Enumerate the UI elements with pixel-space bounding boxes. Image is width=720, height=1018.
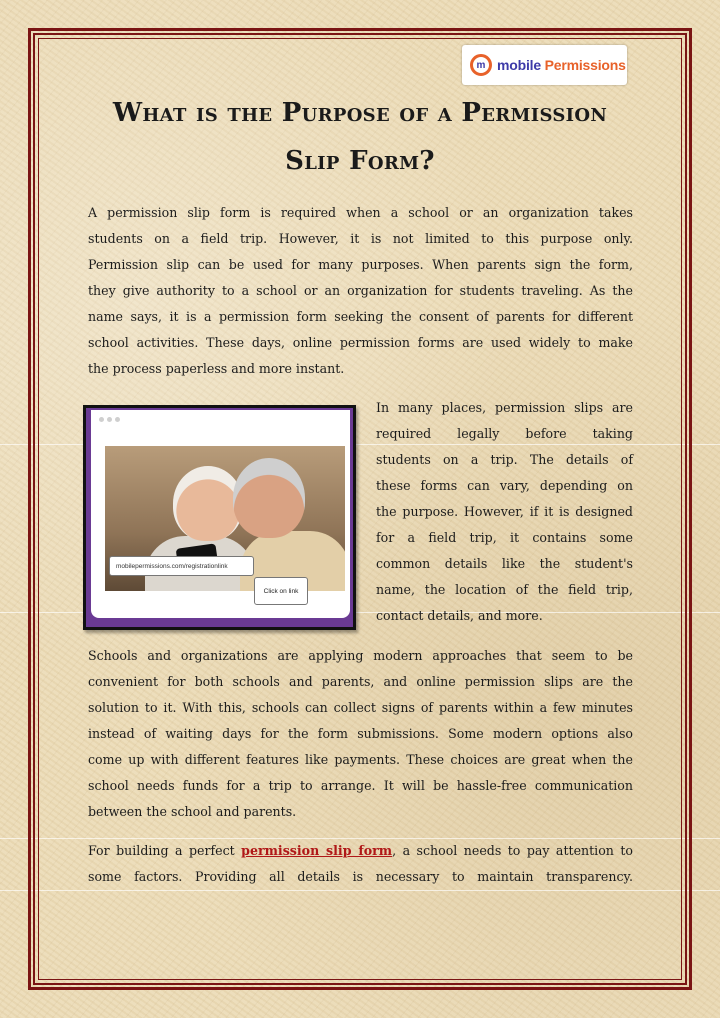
logo-word-permissions: Permissions [544,57,626,73]
app-screenshot-image [83,405,356,630]
text-line: school activities. These days, online permission forms are used widely to make [88,335,633,350]
logo-wordmark [497,57,626,73]
man-head [233,458,305,538]
text-line: they give authority to a school or an organization for students traveling. As the [88,283,633,298]
page-title-line-2: Slip Form? [285,146,435,176]
page-title-line-1: What is the Purpose of a Permission [112,98,608,128]
permission-slip-form-link[interactable]: permission slip form [241,843,393,858]
text-line: some factors. Providing all details is necessary to maintain transparency. [88,869,633,884]
logo-mark-icon: m [470,54,492,76]
text-line: Permission slip can be used for many purposes. When parents sign the form, [88,257,633,272]
mobile-permissions-logo[interactable] [462,45,627,85]
text-line: common details like the student's [376,556,633,571]
screenshot-purple-background [86,408,353,627]
paragraph-modern-approaches [88,643,633,825]
paragraph-legal [376,395,633,629]
text-line: between the school and parents. [88,804,297,819]
text-segment: , a school needs to pay attention to [392,843,633,858]
text-line: instead of waiting days for the form submissions. Some modern options also [88,726,633,741]
paragraph-intro [88,200,633,382]
text-line: the purpose. However, if it is designed [376,504,633,519]
logo-word-mobile: mobile [497,57,541,73]
text-line: school needs funds for a trip to arrange. It will be hassle-free communication [88,778,633,793]
text-line: A permission slip form is required when a school or an organization takes [88,205,633,220]
text-line: these forms can vary, depending on [376,478,633,493]
text-line: name, the location of the field trip, [376,582,633,597]
text-line: for a field trip, it contains some [376,530,633,545]
text-line: students on a field trip. However, it is not limited to this purpose only. [88,231,633,246]
window-dots [99,417,120,422]
text-line: In many places, permission slips are [376,400,633,415]
click-on-link-button: Click on link [254,577,308,605]
text-line: name says, it is a permission form seeking the consent of parents for different [88,309,633,324]
text-line: the process paperless and more instant. [88,361,345,376]
url-field: mobilepermissions.com/registrationlink [109,556,254,576]
text-line: required legally before taking [376,426,633,441]
text-line: Schools and organizations are applying modern approaches that seem to be [88,648,633,663]
text-line: solution to it. With this, schools can collect signs of parents within a few minutes [88,700,633,715]
paragraph-building-form [88,838,633,890]
text-line: students on a trip. The details of [376,452,633,467]
text-line [88,838,633,864]
text-segment: For building a perfect [88,843,242,858]
text-line: contact details, and more. [376,608,543,623]
text-line: come up with different features like payments. These choices are great when the [88,752,633,767]
text-line: convenient for both schools and parents, and online permission slips are the [88,674,633,689]
browser-window [91,410,350,618]
